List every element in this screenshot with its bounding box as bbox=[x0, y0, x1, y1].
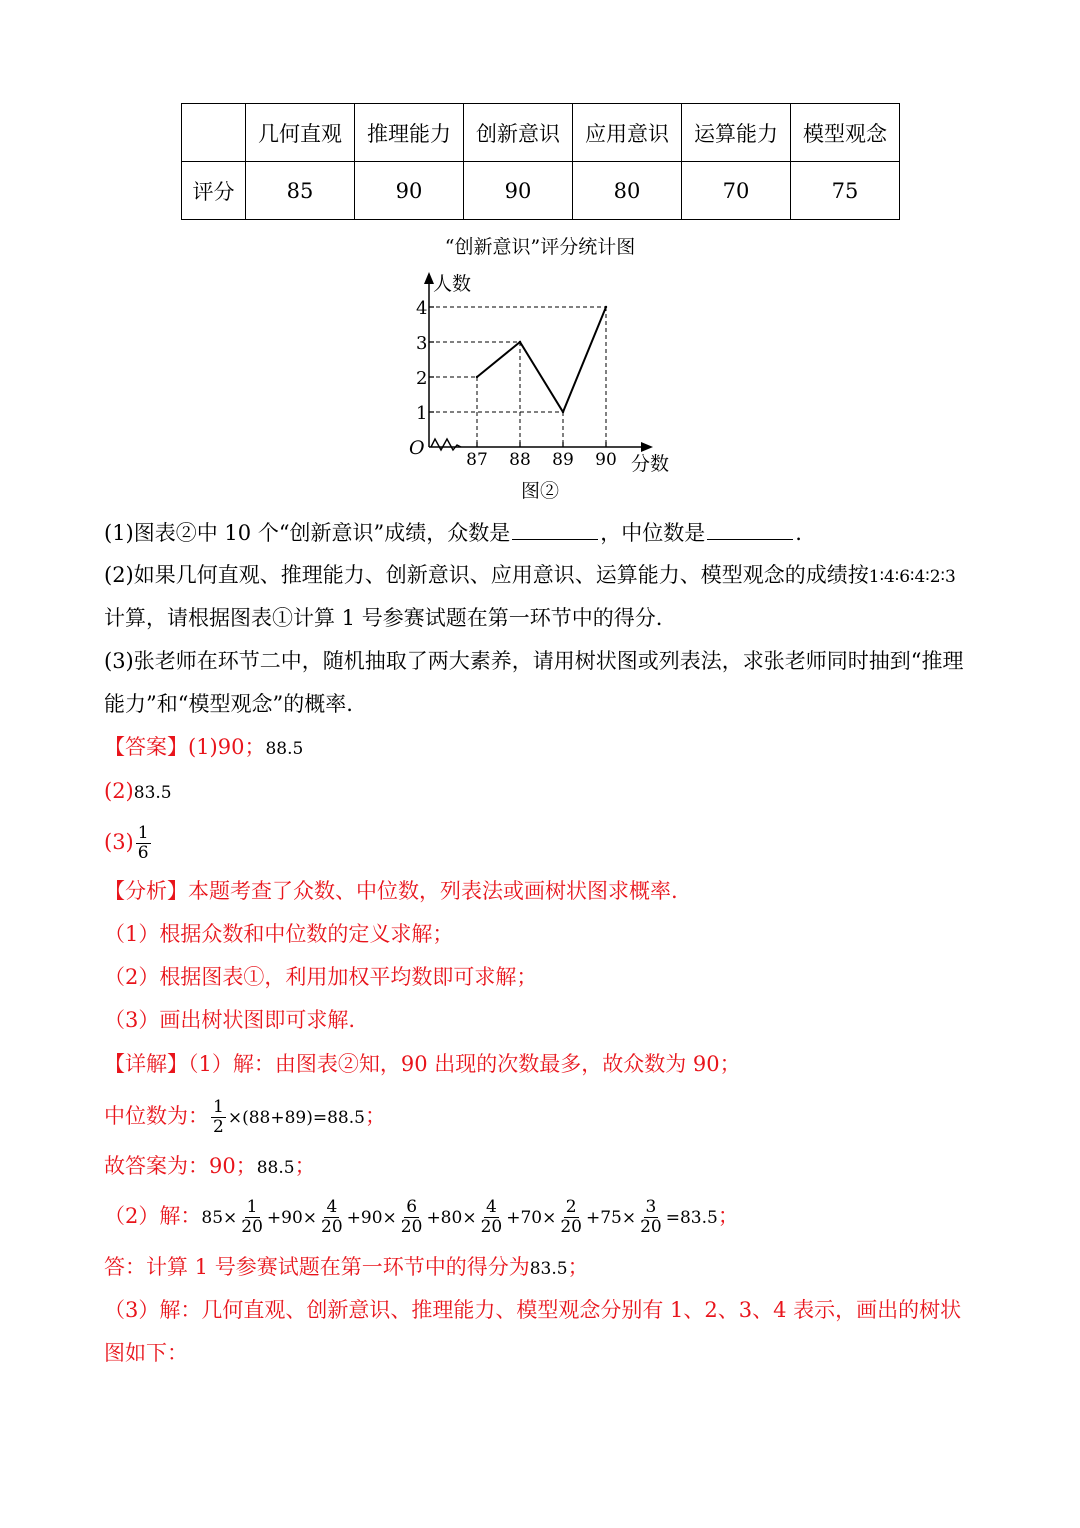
weighted-sum bbox=[201, 1197, 665, 1237]
answer-value: 83.5 bbox=[529, 1259, 568, 1279]
q1-text: ，中位数是 bbox=[600, 521, 706, 545]
term-coefficient: +80× bbox=[426, 1208, 477, 1228]
term-coefficient: +90× bbox=[346, 1208, 397, 1228]
q1-text: . bbox=[795, 521, 802, 545]
denominator: 20 bbox=[640, 1217, 662, 1237]
answer-label: (3) bbox=[104, 830, 134, 854]
row-label: 评分 bbox=[182, 162, 246, 220]
line-chart bbox=[395, 268, 695, 474]
answer-line-3 bbox=[104, 820, 984, 864]
numerator: 2 bbox=[565, 1197, 577, 1217]
x-tick-label: 90 bbox=[595, 450, 617, 470]
detail-1: 【详解】（1）解：由图表②知，90 出现的次数最多，故众数为 90； bbox=[104, 1052, 741, 1076]
analysis-p1: （1）根据众数和中位数的定义求解； bbox=[104, 922, 454, 946]
denominator: 6 bbox=[137, 843, 149, 863]
data-point bbox=[519, 341, 521, 343]
fraction bbox=[319, 1198, 345, 1237]
fraction bbox=[239, 1198, 265, 1237]
answer-blank bbox=[707, 517, 793, 540]
fraction bbox=[136, 824, 151, 863]
x-axis-arrow bbox=[641, 442, 653, 452]
table-header-row bbox=[182, 104, 900, 162]
y-tick-label: 3 bbox=[416, 333, 428, 354]
answer-label: (2) bbox=[104, 779, 134, 803]
q2-text: (2)如果几何直观、推理能力、创新意识、应用意识、运算能力、模型观念的成绩按 bbox=[104, 563, 869, 587]
answer-label: 故答案为：90； bbox=[104, 1154, 257, 1178]
series-line bbox=[477, 307, 606, 412]
table-header-cell: 应用意识 bbox=[573, 104, 682, 162]
denominator: 20 bbox=[321, 1217, 343, 1237]
detail-2-label: （2）解： bbox=[104, 1204, 202, 1228]
y-tick-label: 4 bbox=[416, 298, 428, 319]
answer-value: 88.5 bbox=[256, 1158, 295, 1178]
fraction bbox=[638, 1198, 664, 1237]
question-1 bbox=[104, 517, 984, 548]
fraction bbox=[399, 1198, 425, 1237]
q1-text: (1)图表②中 10 个“创新意识”成绩，众数是 bbox=[104, 521, 511, 545]
median-expression: ×(88+89)=88.5 bbox=[227, 1108, 365, 1128]
table-header-cell: 几何直观 bbox=[246, 104, 355, 162]
analysis-head: 【分析】本题考查了众数、中位数，列表法或画树状图求概率. bbox=[104, 879, 678, 903]
table-cell: 90 bbox=[355, 162, 464, 220]
detail-3-line1: （3）解：几何直观、创新意识、推理能力、模型观念分别有 1、2、3、4 表示，画出的树状 bbox=[104, 1298, 962, 1322]
answer-line-1 bbox=[104, 732, 984, 764]
question-3-line2: 能力”和“模型观念”的概率. bbox=[104, 692, 353, 716]
numerator: 1 bbox=[246, 1197, 258, 1217]
table-cell: 70 bbox=[682, 162, 791, 220]
data-point bbox=[476, 376, 478, 378]
table-header-cell: 推理能力 bbox=[355, 104, 464, 162]
table-cell: 85 bbox=[246, 162, 355, 220]
table-header-cell: 创新意识 bbox=[464, 104, 573, 162]
detail-2 bbox=[104, 1194, 984, 1240]
x-tick-label: 88 bbox=[509, 450, 531, 470]
y-axis-label: 人数 bbox=[433, 273, 472, 295]
ratio: 1∶4∶6∶4∶2∶3 bbox=[868, 567, 956, 587]
denominator: 20 bbox=[560, 1217, 582, 1237]
denominator: 20 bbox=[400, 1217, 423, 1237]
detail-2-answer bbox=[104, 1252, 984, 1284]
question-3-line1: (3)张老师在环节二中，随机抽取了两大素养，请用树状图或列表法，求张老师同时抽到“推理 bbox=[104, 649, 964, 673]
numerator: 3 bbox=[645, 1197, 657, 1217]
answer-label: 【答案】(1)90； bbox=[104, 735, 266, 759]
numerator: 1 bbox=[137, 823, 149, 843]
axis-break bbox=[431, 439, 461, 450]
y-tick-label: 1 bbox=[416, 403, 428, 424]
question-2-line2: 计算，请根据图表①计算 1 号参赛试题在第一环节中的得分. bbox=[104, 606, 663, 630]
term-coefficient: +90× bbox=[266, 1208, 318, 1228]
punct: ； bbox=[717, 1204, 739, 1228]
fraction bbox=[558, 1198, 584, 1237]
detail-answer-1 bbox=[104, 1151, 984, 1183]
answer-value: 88.5 bbox=[265, 739, 304, 759]
y-tick-label: 2 bbox=[416, 368, 428, 389]
origin-label: O bbox=[409, 437, 425, 459]
numerator: 4 bbox=[485, 1197, 497, 1217]
table-row bbox=[182, 162, 900, 220]
numerator: 4 bbox=[326, 1197, 338, 1217]
data-point bbox=[562, 411, 564, 413]
numerator: 1 bbox=[213, 1097, 224, 1117]
term-coefficient: +70× bbox=[506, 1208, 557, 1228]
score-table bbox=[181, 103, 900, 220]
weighted-result: =83.5 bbox=[665, 1208, 718, 1228]
analysis-p2: （2）根据图表①，利用加权平均数即可求解； bbox=[104, 965, 538, 989]
x-axis-label: 分数 bbox=[631, 453, 670, 474]
median-label: 中位数为： bbox=[104, 1104, 209, 1128]
denominator: 2 bbox=[213, 1117, 224, 1137]
answer-value: 83.5 bbox=[133, 783, 172, 803]
table-header-cell: 运算能力 bbox=[682, 104, 791, 162]
detail-median bbox=[104, 1094, 984, 1140]
answer-blank bbox=[512, 517, 598, 540]
punct: ； bbox=[567, 1255, 589, 1279]
table-cell bbox=[182, 104, 246, 162]
figure-caption: 图② bbox=[520, 480, 559, 502]
term-coefficient: 85× bbox=[201, 1208, 238, 1228]
answer-line-2 bbox=[104, 776, 984, 808]
fraction bbox=[479, 1198, 505, 1237]
table-header-cell: 模型观念 bbox=[791, 104, 900, 162]
denominator: 20 bbox=[241, 1217, 263, 1237]
chart-title: “创新意识”评分统计图 bbox=[444, 236, 636, 258]
x-tick-label: 89 bbox=[552, 450, 574, 470]
table-cell: 80 bbox=[573, 162, 682, 220]
term-coefficient: +75× bbox=[585, 1208, 637, 1228]
x-tick-label: 87 bbox=[466, 450, 488, 470]
denominator: 20 bbox=[480, 1217, 503, 1237]
table-cell: 75 bbox=[791, 162, 900, 220]
numerator: 6 bbox=[406, 1197, 418, 1217]
punct: ； bbox=[294, 1154, 316, 1178]
question-2-line1 bbox=[104, 560, 984, 592]
table-cell: 90 bbox=[464, 162, 573, 220]
detail-3-line2: 图如下： bbox=[104, 1341, 188, 1365]
data-point bbox=[605, 306, 607, 308]
punct: ； bbox=[364, 1104, 386, 1128]
detail-2-answer-text: 答：计算 1 号参赛试题在第一环节中的得分为 bbox=[104, 1255, 530, 1279]
fraction bbox=[211, 1098, 226, 1137]
analysis-p3: （3）画出树状图即可求解. bbox=[104, 1008, 356, 1032]
